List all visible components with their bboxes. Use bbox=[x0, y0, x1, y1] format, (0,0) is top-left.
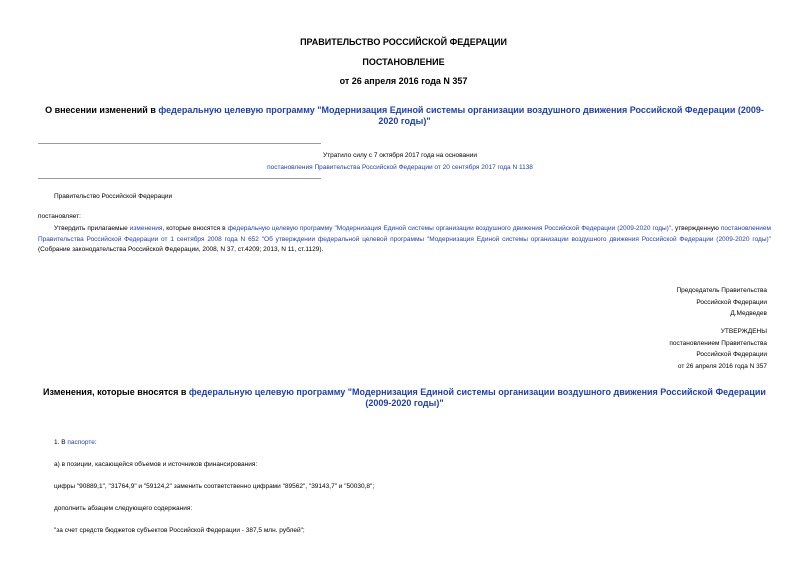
document-date-number: от 26 апреля 2016 года N 357 bbox=[339, 76, 468, 86]
resolution-652-link[interactable]: постановлением Правительства Российской Федерации от 1 сентября 2008 года N 652 "Об утверждении федеральной целевой программы "Модернизация Единой системы организации воздушного движения Российской Федерации (2009-2020 годы)" bbox=[38, 225, 771, 243]
signature-position: Председатель Правительства bbox=[676, 287, 767, 294]
top-divider bbox=[38, 143, 321, 144]
approved-label: УТВЕРЖДЕНЫ bbox=[720, 328, 767, 335]
changes-title-program-link[interactable]: федеральную целевую программу "Модернизация Единой системы организации воздушного движения Российской Федерации (2009-2020 годы)" bbox=[188, 387, 766, 408]
expiry-notice-line1: Утратило силу с 7 октября 2017 года на основании bbox=[322, 152, 478, 159]
item-a: а) в позиции, касающейся объемов и источников финансирования: bbox=[54, 461, 258, 468]
title-prefix: О внесении изменений в bbox=[45, 105, 159, 115]
government-text: Правительство Российской Федерации bbox=[54, 193, 173, 200]
approved-by: постановлением Правительства bbox=[669, 339, 767, 347]
approved-block bbox=[669, 326, 767, 372]
title-program-link[interactable]: федеральную целевую программу "Модернизация Единой системы организации воздушного движения Российской Федерации (2009-2020 годы)" bbox=[158, 105, 764, 126]
p1-part-d: (Собрание законодательства Российской Федерации, 2008, N 37, ст.4209; 2013, N 11, ст.1129). bbox=[38, 246, 324, 253]
item-b: цифры "90889,1", "31764,9" и "59124,2" заменить соответственно цифрами "89562", "39143,7" и "50030,8"; bbox=[54, 483, 375, 490]
document-type: ПОСТАНОВЛЕНИЕ bbox=[362, 57, 445, 67]
expiry-notice-link[interactable]: постановления Правительства Российской Федерации от 20 сентября 2017 года N 1138 bbox=[267, 164, 533, 171]
item-1-suffix: : bbox=[94, 439, 97, 446]
document-title bbox=[38, 105, 771, 127]
p1-part-a: Утвердить прилагаемые bbox=[54, 225, 130, 232]
p1-part-b: , которые вносятся в bbox=[162, 225, 228, 232]
item-d: "за счет средств бюджетов субъектов Российской Федерации - 387,5 млн. рублей"; bbox=[54, 527, 305, 534]
signature-country: Российской Федерации bbox=[696, 298, 767, 306]
program-link[interactable]: федеральную целевую программу "Модернизация Единой системы организации воздушного движения Российской Федерации (2009-2020 годы)" bbox=[227, 225, 672, 232]
changes-title-prefix: Изменения, которые вносятся в bbox=[43, 387, 189, 397]
item-1-prefix: 1. В bbox=[54, 439, 68, 446]
decrees-text: постановляет: bbox=[38, 213, 81, 220]
decree-paragraph bbox=[38, 224, 771, 256]
item-c: дополнить абзацем следующего содержания: bbox=[54, 505, 193, 512]
signature-block bbox=[676, 285, 767, 320]
item-1 bbox=[54, 439, 97, 446]
notice-divider bbox=[38, 178, 321, 179]
changes-title bbox=[38, 387, 771, 409]
approved-date: от 26 апреля 2016 года N 357 bbox=[677, 362, 767, 370]
changes-link[interactable]: изменения bbox=[129, 225, 163, 232]
approved-country: Российской Федерации bbox=[696, 351, 767, 358]
p1-part-c: , утвержденную bbox=[671, 225, 721, 232]
passport-link[interactable]: паспорте bbox=[67, 439, 95, 446]
signature-name: Д.Медведев bbox=[730, 310, 767, 317]
government-heading: ПРАВИТЕЛЬСТВО РОССИЙСКОЙ ФЕДЕРАЦИИ bbox=[300, 37, 507, 47]
